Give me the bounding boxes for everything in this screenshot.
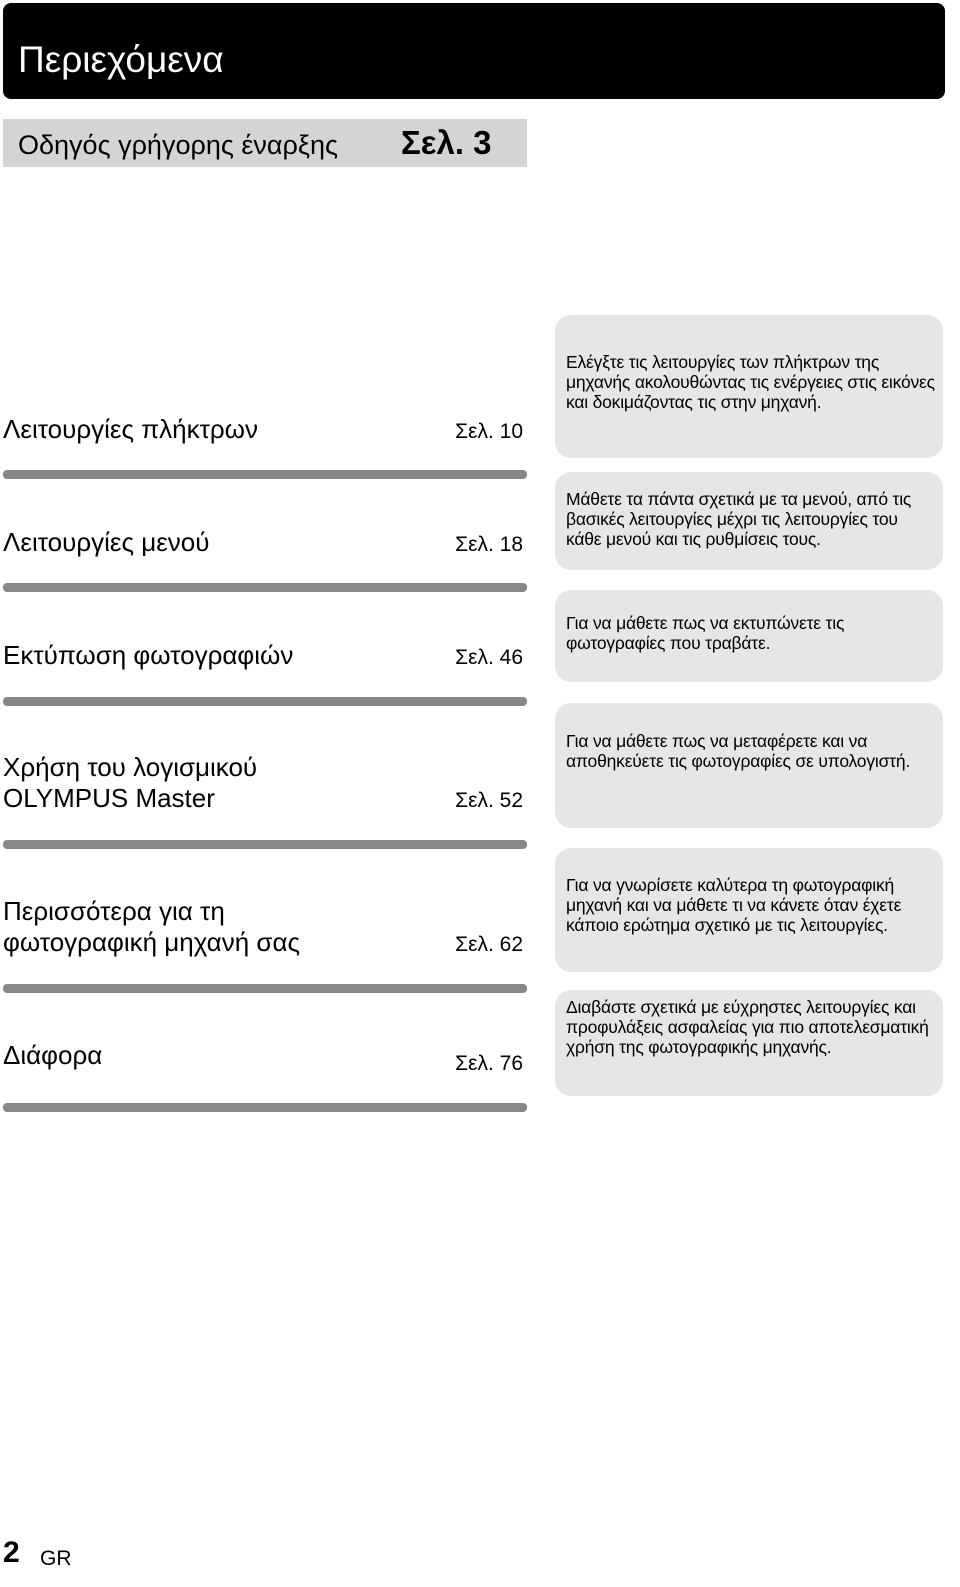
section-divider	[3, 697, 527, 706]
section-description-box	[555, 590, 943, 682]
section-description-box	[555, 990, 943, 1096]
section-page[interactable]: Σελ. 18	[455, 533, 523, 556]
section-title-line: Διάφορα	[3, 1040, 103, 1070]
section-title-olympus-master[interactable]	[3, 752, 257, 814]
section-title-more-about-camera[interactable]	[3, 896, 300, 958]
section-description: Για να μάθετε πως να μεταφέρετε και να αποθηκεύετε τις φωτογραφίες σε υπολογιστή.	[566, 731, 911, 771]
section-divider	[3, 840, 527, 849]
footer-language: GR	[40, 1547, 72, 1570]
section-title-line: Περισσότερα για τη	[3, 896, 225, 926]
section-title-menu-functions[interactable]	[3, 527, 209, 558]
section-page[interactable]: Σελ. 62	[455, 933, 523, 956]
section-page[interactable]: Σελ. 52	[455, 789, 523, 812]
section-page[interactable]: Σελ. 76	[455, 1052, 523, 1075]
section-description-box	[555, 315, 943, 458]
section-description: Μάθετε τα πάντα σχετικά με τα μενού, από τις βασικές λειτουργίες μέχρι τις λειτουργίες του κάθε μενού και τις ρυθμίσεις τους.	[566, 489, 912, 549]
section-title-line: φωτογραφική μηχανή σας	[3, 927, 301, 957]
section-description: Ελέγξτε τις λειτουργίες των πλήκτρων της μηχανής ακολουθώντας τις ενέργειες στις εικόνες και δοκιμάζοντας τις στην μηχανή.	[566, 352, 935, 412]
section-divider	[3, 1103, 527, 1112]
section-title-line: OLYMPUS Master	[3, 783, 215, 813]
section-title-miscellaneous[interactable]	[3, 1040, 102, 1071]
section-page[interactable]: Σελ. 10	[455, 420, 523, 443]
section-description: Διαβάστε σχετικά με εύχρηστες λειτουργίες και προφυλάξεις ασφαλείας για πιο αποτελεσματική χρήση της φωτογραφικής μηχανής.	[566, 997, 929, 1057]
section-divider	[3, 984, 527, 993]
header-bar	[3, 3, 945, 99]
quick-start-label: Οδηγός γρήγορης έναρξης	[18, 130, 338, 160]
quick-start-page: Σελ. 3	[401, 124, 492, 161]
section-title-line: Χρήση του λογισμικού	[3, 752, 258, 782]
section-divider	[3, 583, 527, 592]
section-title-printing[interactable]	[3, 640, 293, 671]
section-description: Για να γνωρίσετε καλύτερα τη φωτογραφική μηχανή και να μάθετε τι να κάνετε όταν έχετε κάποιο ερώτημα σχετικό με τις λειτουργίες.	[566, 875, 902, 935]
quick-start-link[interactable]	[3, 119, 527, 167]
section-page[interactable]: Σελ. 46	[455, 646, 523, 669]
section-title-line: Λειτουργίες πλήκτρων	[3, 414, 258, 444]
section-divider	[3, 470, 527, 479]
section-title-button-functions[interactable]	[3, 414, 258, 445]
section-description-box	[555, 848, 943, 972]
section-description: Για να μάθετε πως να εκτυπώνετε τις φωτογραφίες που τραβάτε.	[566, 613, 845, 653]
footer-page-number: 2	[3, 1536, 20, 1569]
section-description-box	[555, 472, 943, 570]
section-title-line: Λειτουργίες μενού	[3, 527, 210, 557]
section-description-box	[555, 703, 943, 828]
page-title: Περιεχόμενα	[18, 39, 224, 80]
section-title-line: Εκτύπωση φωτογραφιών	[3, 640, 294, 670]
